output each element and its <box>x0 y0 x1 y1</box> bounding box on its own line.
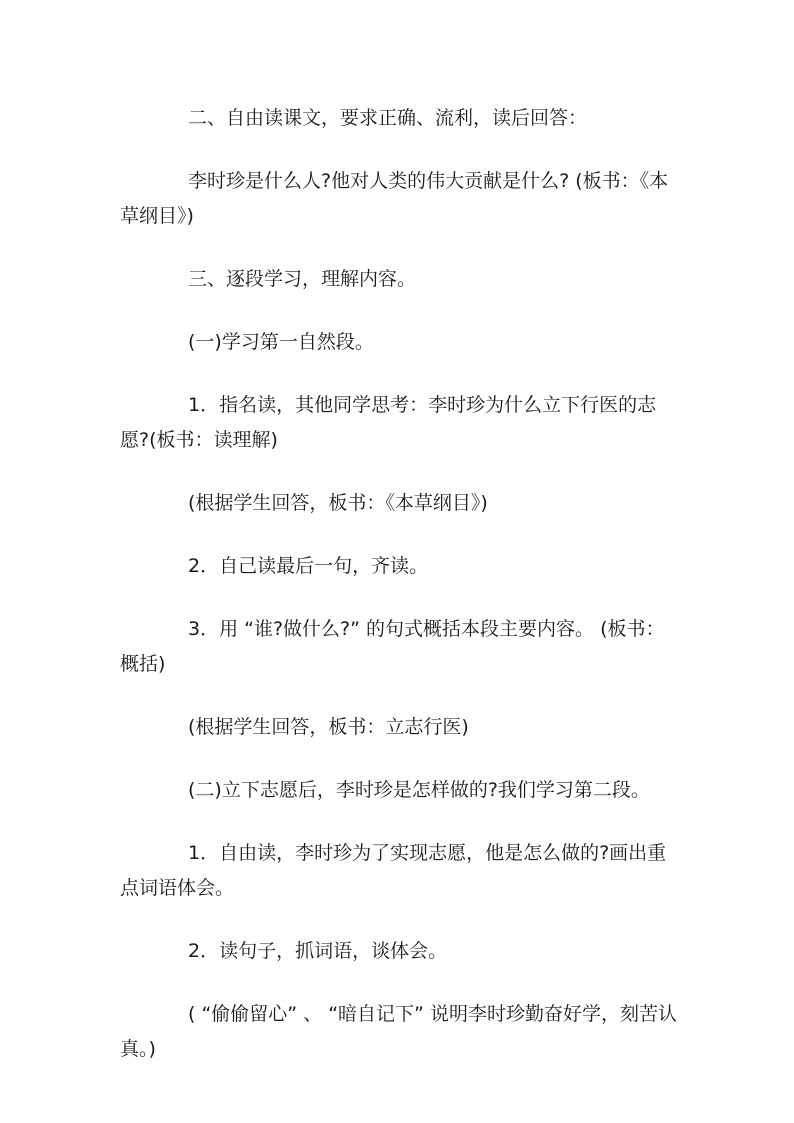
paragraph-part-one-answer-2: (根据学生回答，板书：立志行医) <box>188 716 469 738</box>
paragraph-part-one-step-3: 3．用 “谁?做什么?” 的句式概括本段主要内容。 (板书：概括) <box>120 618 665 675</box>
paragraph-part-one-step-2: 2．自己读最后一句，齐读。 <box>188 555 429 577</box>
paragraph-part-two-heading: (二)立下志愿后，李时珍是怎样做的?我们学习第二段。 <box>188 779 650 801</box>
paragraph-part-one-heading: (一)学习第一自然段。 <box>188 331 374 353</box>
paragraph-section-two-reading: 二、自由读课文，要求正确、流利，读后回答： <box>188 107 588 129</box>
paragraph-section-three: 三、逐段学习，理解内容。 <box>188 268 417 290</box>
paragraph-part-one-answer-1: (根据学生回答，板书：《本草纲目》) <box>188 492 488 514</box>
document-body <box>120 101 682 1095</box>
paragraph-part-one-step-1: 1．指名读，其他同学思考：李时珍为什么立下行医的志愿?(板书：读理解) <box>120 394 657 451</box>
paragraph-part-two-step-1: 1．自由读，李时珍为了实现志愿，他是怎么做的?画出重点词语体会。 <box>120 842 667 899</box>
paragraph-question-contribution: 李时珍是什么人?他对人类的伟大贡献是什么? (板书：《本草纲目》) <box>120 170 669 227</box>
paragraph-part-two-step-2: 2．读句子，抓词语，谈体会。 <box>188 940 448 962</box>
paragraph-part-two-note: ( “偷偷留心” 、 “暗自记下” 说明李时珍勤奋好学，刻苦认真。) <box>120 1003 677 1060</box>
